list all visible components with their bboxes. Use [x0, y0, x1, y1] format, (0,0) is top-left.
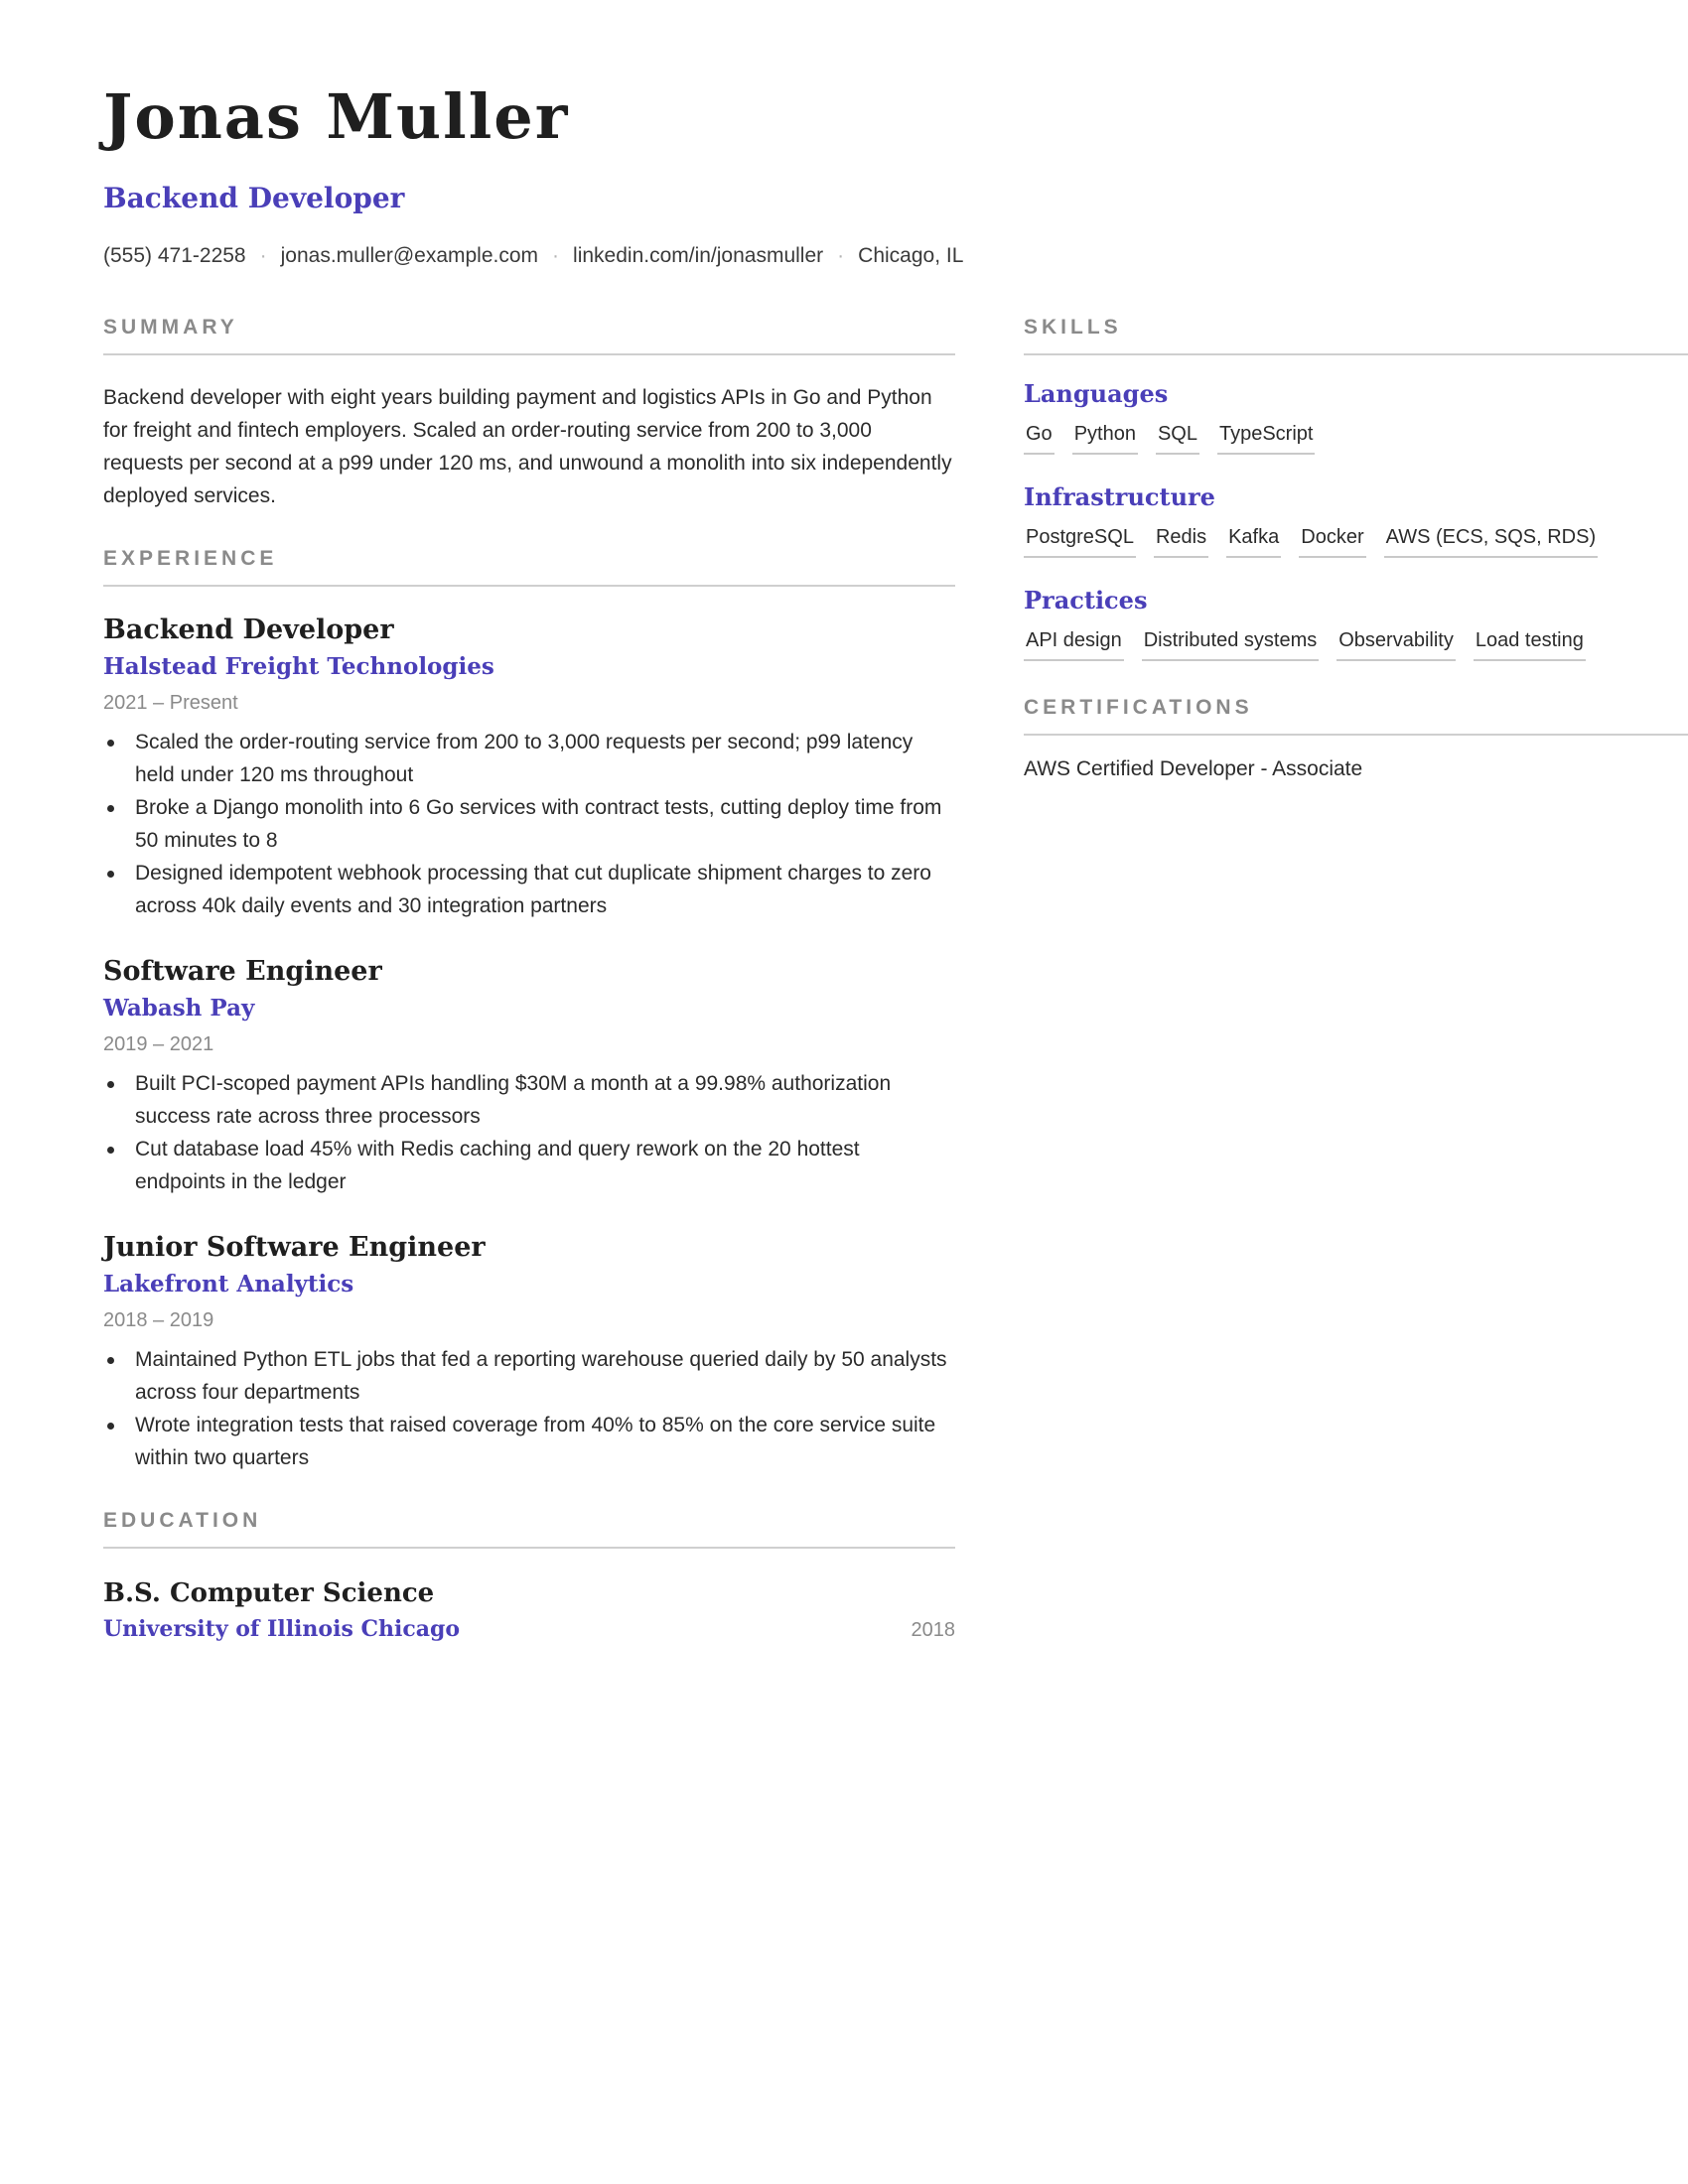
job-bullets	[103, 1343, 955, 1474]
candidate-title: Backend Developer	[103, 182, 405, 214]
skill-chip: Load testing	[1474, 625, 1586, 661]
job-title: Backend Developer	[103, 614, 394, 645]
job-title: Junior Software Engineer	[103, 1232, 486, 1263]
skill-group-title: Languages	[1024, 379, 1169, 408]
skill-group-title: Practices	[1024, 586, 1148, 614]
skill-chip: Redis	[1154, 522, 1208, 558]
contact-linkedin: linkedin.com/in/jonasmuller	[573, 244, 824, 267]
job-dates: 2018 – 2019	[103, 1309, 214, 1331]
summary-section	[103, 316, 955, 512]
contact-separator: ·	[552, 244, 560, 267]
contact-separator: ·	[259, 244, 267, 267]
skill-chip: Python	[1072, 419, 1138, 455]
skill-group	[1024, 377, 1688, 455]
experience-section	[103, 547, 955, 1474]
job-company: Halstead Freight Technologies	[103, 653, 494, 680]
skill-chip: AWS (ECS, SQS, RDS)	[1384, 522, 1599, 558]
certifications-section	[1024, 696, 1688, 781]
skill-group-title: Infrastructure	[1024, 482, 1215, 511]
job-dates: 2019 – 2021	[103, 1033, 214, 1055]
job-bullets	[103, 1067, 955, 1198]
skill-group	[1024, 584, 1688, 661]
job-title: Software Engineer	[103, 956, 382, 987]
job-company: Wabash Pay	[103, 995, 255, 1022]
contact-email: jonas.muller@example.com	[280, 244, 539, 267]
education-degree: B.S. Computer Science	[103, 1578, 435, 1608]
education-section	[103, 1509, 955, 1646]
job-bullet: Scaled the order-routing service from 200 to 3,000 requests per second; p99 latency held under 120 ms throughout	[103, 726, 955, 791]
skills-section	[1024, 316, 1688, 661]
skill-chip: Kafka	[1226, 522, 1281, 558]
education-year: 2018	[911, 1619, 955, 1641]
skill-chips	[1024, 625, 1688, 661]
skill-chip: PostgreSQL	[1024, 522, 1136, 558]
skills-heading: SKILLS	[1024, 316, 1688, 355]
skill-chip: Go	[1024, 419, 1055, 455]
skill-chip: Docker	[1299, 522, 1365, 558]
education-row	[103, 1612, 955, 1646]
job-bullet: Designed idempotent webhook processing that cut duplicate shipment charges to zero across 40k daily events and 30 integration partners	[103, 857, 955, 922]
job-entry	[103, 613, 955, 922]
skill-chip: SQL	[1156, 419, 1199, 455]
job-dates: 2021 – Present	[103, 692, 238, 714]
skill-chip: TypeScript	[1217, 419, 1315, 455]
right-column	[1024, 316, 1688, 781]
job-bullet: Wrote integration tests that raised coverage from 40% to 85% on the core service suite within two quarters	[103, 1409, 955, 1474]
job-bullets	[103, 726, 955, 922]
skill-chips	[1024, 419, 1688, 455]
skill-chip: API design	[1024, 625, 1124, 661]
skill-chip: Distributed systems	[1142, 625, 1320, 661]
job-company: Lakefront Analytics	[103, 1271, 354, 1297]
job-entry	[103, 1230, 955, 1474]
summary-heading: SUMMARY	[103, 316, 955, 355]
candidate-name: Jonas Muller	[103, 80, 570, 153]
job-bullet: Cut database load 45% with Redis caching and query rework on the 20 hottest endpoints in the ledger	[103, 1133, 955, 1198]
job-bullet: Broke a Django monolith into 6 Go services with contract tests, cutting deploy time from 50 minutes to 8	[103, 791, 955, 857]
skill-chip: Observability	[1336, 625, 1456, 661]
job-bullet: Maintained Python ETL jobs that fed a reporting warehouse queried daily by 50 analysts across four departments	[103, 1343, 955, 1409]
contact-location: Chicago, IL	[858, 244, 964, 267]
certifications-heading: CERTIFICATIONS	[1024, 696, 1688, 736]
skill-group	[1024, 480, 1688, 558]
certification-item: AWS Certified Developer - Associate	[1024, 757, 1363, 780]
education-heading: EDUCATION	[103, 1509, 955, 1549]
left-column	[103, 316, 955, 1646]
contact-phone: (555) 471-2258	[103, 244, 246, 267]
skill-chips	[1024, 522, 1688, 558]
experience-heading: EXPERIENCE	[103, 547, 955, 587]
job-entry	[103, 954, 955, 1198]
resume-page	[103, 0, 1597, 2184]
contact-line	[103, 244, 963, 268]
summary-text: Backend developer with eight years building payment and logistics APIs in Go and Python for freight and fintech employers. Scaled an order-routing service from 200 to 3,000 requests per second at a p99 under 120 ms, and unwound a monolith into six independently deployed services.	[103, 386, 952, 507]
education-entry	[103, 1574, 955, 1646]
education-school: University of Illinois Chicago	[103, 1616, 461, 1642]
job-bullet: Built PCI-scoped payment APIs handling $30M a month at a 99.98% authorization success rate across three processors	[103, 1067, 955, 1133]
contact-separator: ·	[837, 244, 845, 267]
